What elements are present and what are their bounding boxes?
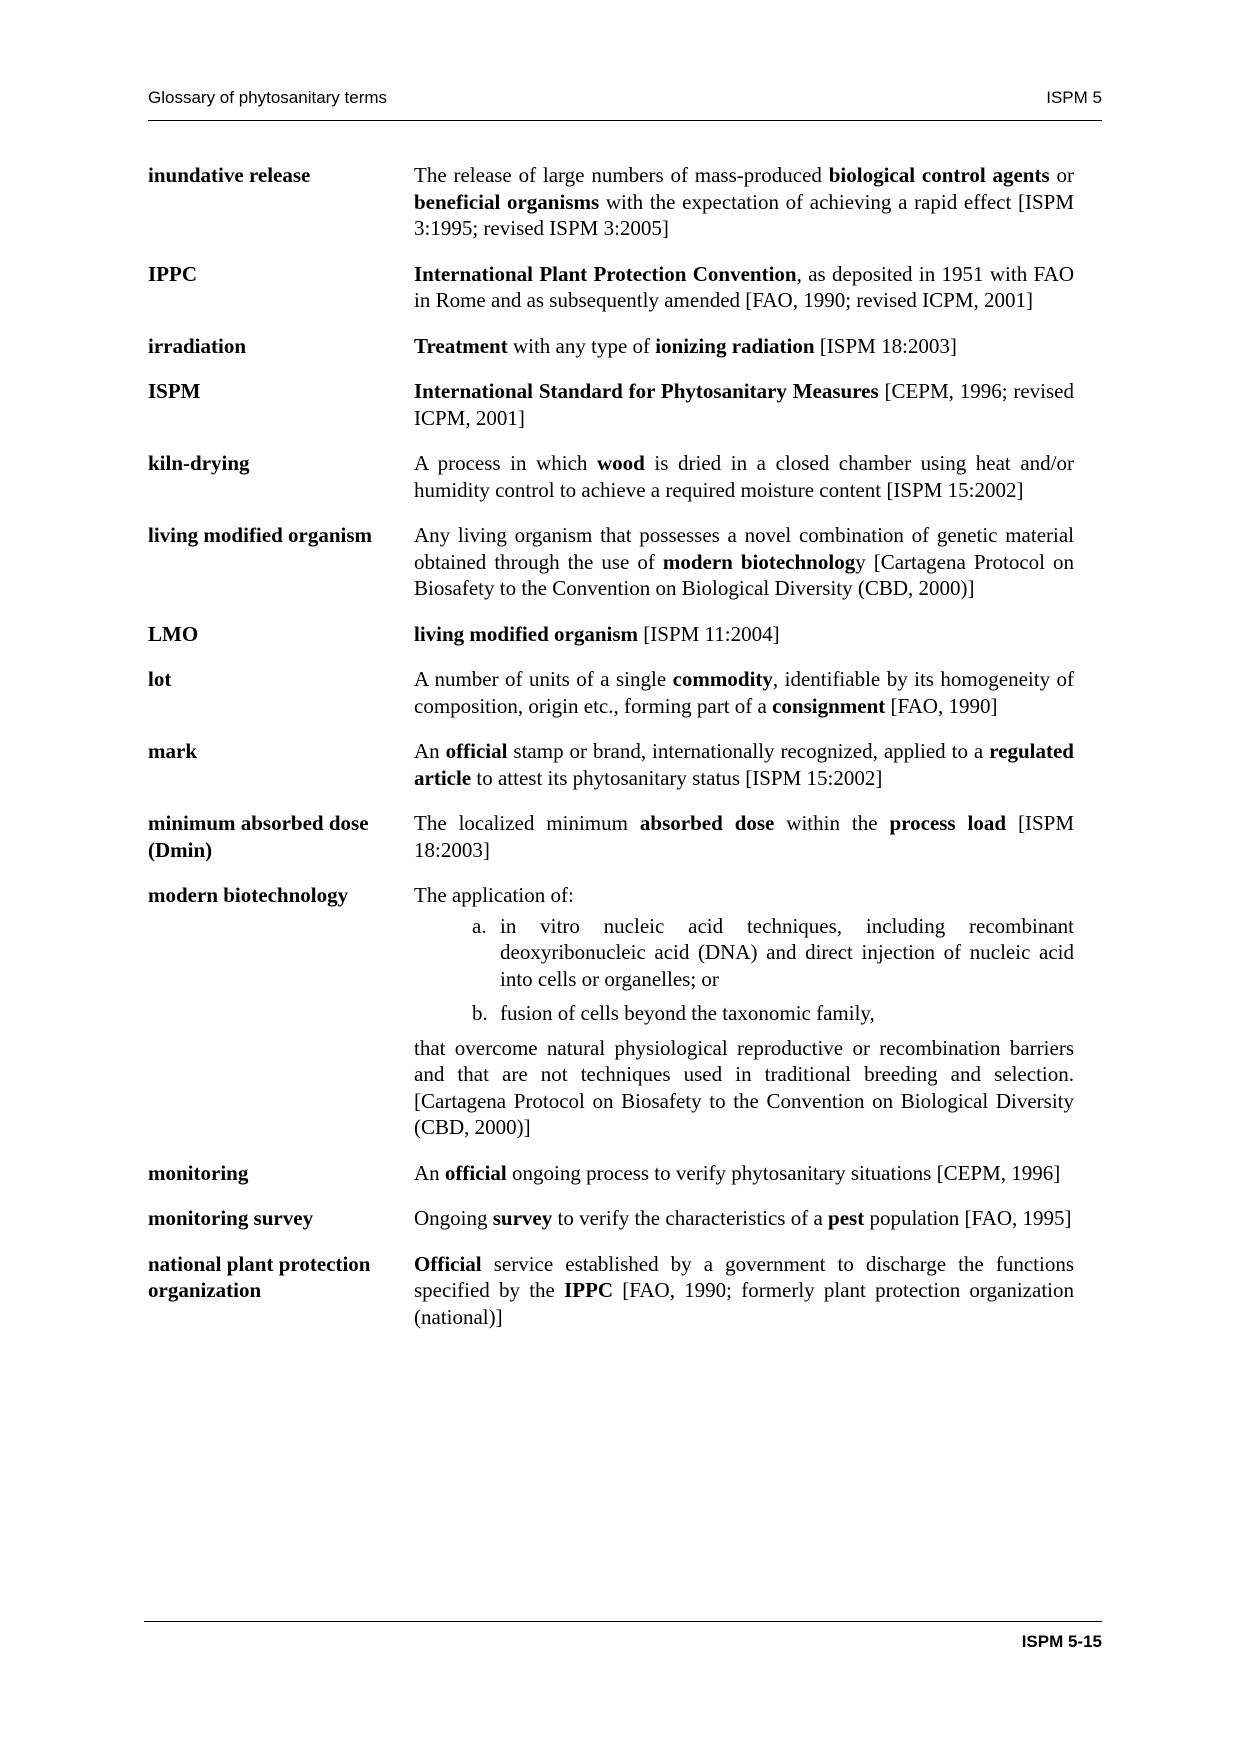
glossary-definition	[414, 882, 1074, 1141]
definition-list-item	[472, 913, 1074, 993]
definition-paragraph	[414, 1251, 1074, 1331]
definition-text: population [FAO, 1995]	[864, 1206, 1072, 1230]
defined-term-reference: biological control agents	[828, 163, 1050, 187]
glossary-term: modern biotechnology	[148, 883, 349, 907]
definition-text: An	[414, 1160, 445, 1185]
definition-list	[414, 913, 1074, 1027]
definition-text: , identifiable by its homogeneity of composition, origin etc., forming part of a	[414, 667, 1075, 718]
glossary-term: minimum absorbed dose (Dmin)	[148, 811, 369, 862]
glossary-entry	[148, 738, 1074, 791]
definition-paragraph	[414, 810, 1074, 863]
glossary-term: national plant protection organization	[148, 1251, 371, 1302]
definition-text: Ongoing	[414, 1206, 493, 1230]
definition-paragraph	[414, 450, 1074, 503]
glossary-term: living modified organism	[148, 523, 373, 547]
glossary-entry	[148, 522, 1074, 602]
defined-term-reference: regulated article	[414, 739, 1074, 790]
definition-paragraph	[414, 666, 1074, 719]
definition-text: or	[1049, 163, 1074, 187]
definition-list-item	[472, 1000, 1074, 1027]
definition-text: that overcome natural physiological reproductive or recombination barriers and that are not techniques used in traditional breeding and selection. [Cartagena Protocol on Biosafety to the Convention on Biological Diversity (CBD, 2000)]	[414, 1035, 1074, 1139]
definition-text: [CEPM, 1996; revised ICPM, 2001]	[414, 379, 1074, 430]
definition-text: , as deposited in 1951 with FAO in Rome and as subsequently amended [FAO, 1990; revised ICPM, 2001]	[414, 261, 1074, 312]
definition-paragraph	[414, 522, 1074, 602]
glossary-entry	[148, 378, 1074, 431]
definition-text: stamp or brand, internationally recognized, applied to a	[507, 739, 990, 763]
definition-paragraph	[414, 378, 1074, 431]
definition-text: is dried in a closed chamber using heat and/or humidity control to achieve a required moisture content [ISPM 15:2002]	[414, 451, 1074, 502]
definition-paragraph	[414, 738, 1074, 791]
definition-text: [ISPM 18:2003]	[414, 811, 1075, 862]
glossary-term: monitoring	[148, 1160, 249, 1185]
glossary-entry	[148, 261, 1074, 314]
definition-text: with the expectation of achieving a rapid effect [ISPM 3:1995; revised ISPM 3:2005]	[414, 189, 1074, 240]
glossary-definition	[414, 450, 1074, 503]
glossary-definition	[414, 810, 1074, 863]
glossary-entries	[148, 162, 1074, 1349]
defined-term-reference: International Standard for Phytosanitary Measures	[414, 379, 879, 403]
list-item-text: in vitro nucleic acid techniques, including recombinant deoxyribonucleic acid (DNA) and direct injection of nucleic acid into cells or organelles; or	[500, 913, 1074, 991]
defined-term-reference: process load	[889, 811, 1007, 835]
definition-text: An	[414, 739, 446, 763]
defined-term-reference: absorbed dose	[639, 811, 775, 835]
definition-text: to attest its phytosanitary status [ISPM 15:2002]	[471, 765, 883, 790]
defined-term-reference: living modified organism	[414, 621, 639, 646]
defined-term-reference: Official	[414, 1251, 482, 1276]
glossary-entry	[148, 450, 1074, 503]
defined-term-reference: official	[445, 739, 508, 763]
defined-term-reference: beneficial organisms	[414, 189, 600, 214]
glossary-entry	[148, 162, 1074, 242]
glossary-definition	[414, 162, 1074, 242]
definition-paragraph	[414, 1160, 1074, 1187]
definition-text: ongoing process to verify phytosanitary situations [CEPM, 1996]	[506, 1160, 1061, 1185]
definition-text: The application of:	[414, 883, 574, 907]
running-header	[148, 88, 1102, 121]
definition-text: A process in which	[414, 451, 597, 475]
definition-paragraph	[414, 261, 1074, 314]
list-item-text: fusion of cells beyond the taxonomic family,	[500, 1001, 875, 1025]
definition-text: The localized minimum	[414, 811, 640, 835]
definition-paragraph	[414, 882, 1074, 909]
glossary-entry	[148, 810, 1074, 863]
glossary-entry	[148, 1205, 1074, 1232]
glossary-term: irradiation	[148, 333, 246, 358]
definition-paragraph	[414, 333, 1074, 360]
glossary-term: IPPC	[148, 261, 197, 286]
glossary-term: kiln-drying	[148, 451, 250, 475]
glossary-definition	[414, 261, 1074, 314]
page-footer	[144, 1621, 1102, 1652]
definition-text: [ISPM 11:2004]	[638, 621, 780, 646]
glossary-entry	[148, 333, 1074, 360]
glossary-entry	[148, 1160, 1074, 1187]
glossary-term: inundative release	[148, 163, 311, 187]
definition-text: y [Cartagena Protocol on Biosafety to the Convention on Biological Diversity (CBD, 2000)]	[414, 549, 1075, 600]
glossary-term: monitoring survey	[148, 1206, 314, 1230]
page-number: ISPM 5-15	[1021, 1632, 1102, 1651]
defined-term-reference: Treatment	[414, 333, 508, 358]
list-marker: a.	[472, 913, 487, 938]
glossary-definition	[414, 333, 1074, 360]
definition-paragraph	[414, 162, 1074, 242]
glossary-definition	[414, 1160, 1074, 1187]
defined-term-reference: IPPC	[564, 1278, 614, 1302]
glossary-term: mark	[148, 739, 197, 763]
glossary-definition	[414, 378, 1074, 431]
defined-term-reference: modern biotechnolog	[662, 549, 856, 574]
defined-term-reference: survey	[492, 1206, 553, 1230]
glossary-term: ISPM	[148, 379, 201, 403]
glossary-entry	[148, 621, 1074, 648]
defined-term-reference: official	[444, 1160, 507, 1185]
glossary-entry	[148, 882, 1074, 1141]
header-standard: ISPM 5	[1046, 88, 1102, 107]
definition-paragraph	[414, 1035, 1074, 1141]
definition-text: A number of units of a single	[414, 667, 673, 691]
definition-text: to verify the characteristics of a	[552, 1206, 829, 1230]
definition-paragraph	[414, 1205, 1074, 1232]
glossary-definition	[414, 1251, 1074, 1331]
definition-text: [FAO, 1990; formerly plant protection organization (national)]	[414, 1278, 1074, 1329]
glossary-definition	[414, 621, 1074, 648]
glossary-definition	[414, 522, 1074, 602]
defined-term-reference: consignment	[772, 693, 886, 718]
glossary-definition	[414, 738, 1074, 791]
definition-text: with any type of	[507, 333, 656, 358]
glossary-entry	[148, 666, 1074, 719]
glossary-entry	[148, 1251, 1074, 1331]
glossary-term: lot	[148, 667, 172, 691]
definition-text: [ISPM 18:2003]	[814, 333, 957, 358]
glossary-definition	[414, 1205, 1074, 1232]
defined-term-reference: wood	[596, 451, 645, 475]
defined-term-reference: International Plant Protection Convention	[414, 261, 797, 286]
definition-text: within the	[774, 811, 890, 835]
glossary-term: LMO	[148, 621, 199, 646]
definition-text: service established by a government to discharge the functions specified by the	[414, 1251, 1074, 1302]
definition-text: The release of large numbers of mass-produced	[414, 163, 829, 187]
header-title: Glossary of phytosanitary terms	[148, 88, 388, 107]
list-marker: b.	[472, 1001, 488, 1025]
definition-paragraph	[414, 621, 1074, 648]
definition-text: [FAO, 1990]	[885, 693, 998, 718]
glossary-definition	[414, 666, 1074, 719]
definition-text: Any living organism that possesses a novel combination of genetic material obtained through the use of	[414, 523, 1074, 574]
defined-term-reference: pest	[828, 1206, 865, 1230]
defined-term-reference: ionizing radiation	[655, 333, 815, 358]
defined-term-reference: commodity	[672, 667, 773, 691]
